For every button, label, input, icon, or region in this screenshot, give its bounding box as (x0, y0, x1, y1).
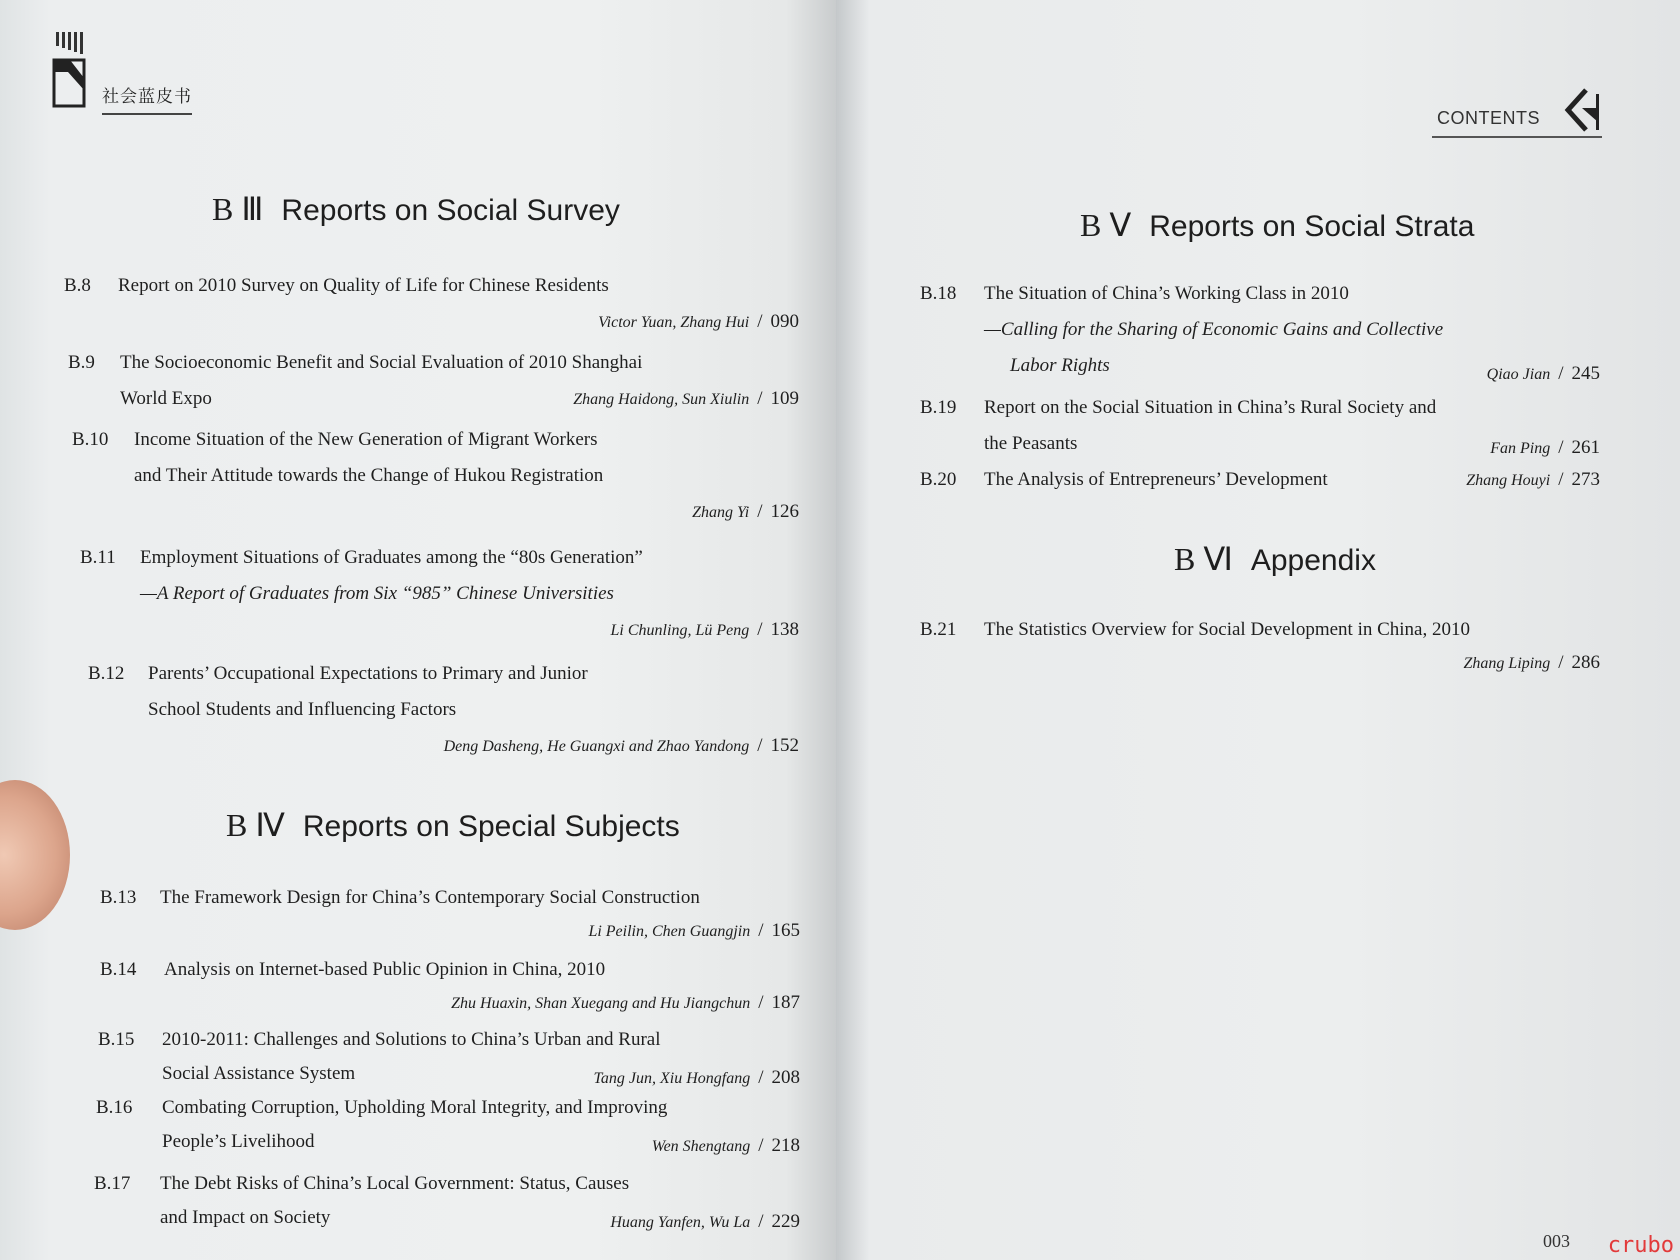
book-logo-icon (52, 30, 92, 112)
entry-page: 286 (1571, 652, 1600, 673)
toc-entry-b17[interactable] (94, 1166, 800, 1234)
series-header (52, 30, 212, 120)
entry-author: Tang Jun, Xiu Hongfang (593, 1070, 751, 1087)
entry-author: Wen Shengtang (651, 1138, 751, 1155)
toc-entry-b15[interactable] (98, 1022, 800, 1090)
entry-author-line: Fan Ping / 261 (1490, 437, 1600, 458)
toc-entry-b21[interactable] (920, 612, 1600, 679)
entry-title: Report on 2010 Survey on Quality of Life for Chinese Residents (118, 275, 609, 296)
section-number: B Ⅲ (212, 191, 264, 227)
entry-page: 245 (1571, 363, 1600, 384)
entry-author-line: Victor Yuan, Zhang Hui / 090 (598, 311, 799, 332)
toc-entry-b10[interactable] (72, 422, 799, 531)
entry-number: B.20 (920, 469, 957, 490)
entry-author-line: Zhang Liping / 286 (1463, 652, 1600, 673)
contents-header (1432, 86, 1602, 138)
entry-page: 152 (770, 735, 799, 756)
toc-entry-b19[interactable] (920, 390, 1600, 462)
entry-title: Income Situation of the New Generation of Migrant Workers (134, 429, 598, 450)
entry-author: Li Peilin, Chen Guangjin (588, 923, 751, 940)
entry-number: B.15 (98, 1029, 135, 1050)
entry-number: B.17 (94, 1173, 131, 1194)
page-number: 003 (1543, 1231, 1570, 1251)
entry-author: Zhang Liping (1463, 655, 1551, 672)
toc-entry-b20[interactable] (920, 462, 1600, 498)
entry-author-line: Qiao Jian / 245 (1486, 363, 1600, 384)
entry-number: B.21 (920, 619, 957, 640)
entry-page: 208 (771, 1067, 800, 1088)
entry-number: B.19 (920, 397, 957, 418)
watermark: crubo (1607, 1233, 1674, 1258)
entry-page: 273 (1571, 469, 1600, 490)
entry-title: Report on the Social Situation in China’s Rural Society and (984, 397, 1437, 418)
entry-author: Victor Yuan, Zhang Hui (598, 314, 750, 331)
entry-number: B.9 (68, 352, 95, 373)
entry-page: 218 (771, 1135, 800, 1156)
entry-author: Zhang Yi (692, 504, 750, 521)
entry-author: Qiao Jian (1486, 366, 1551, 383)
entry-author: Zhang Houyi (1466, 472, 1551, 489)
toc-entry-b14[interactable] (100, 952, 800, 1019)
toc-entry-b12[interactable] (88, 656, 799, 765)
entry-subtitle-cont (920, 348, 1600, 384)
toc-entry-b9[interactable] (68, 345, 799, 417)
entry-title-cont-text: Social Assistance System (162, 1063, 356, 1084)
entry-number: B.8 (64, 275, 91, 296)
entry-page: 165 (771, 920, 800, 941)
entry-number: B.13 (100, 887, 137, 908)
entry-title: The Analysis of Entrepreneurs’ Development (984, 469, 1328, 490)
entry-title-cont-text: World Expo (120, 388, 212, 409)
entry-title: The Framework Design for China’s Contemporary Social Construction (160, 887, 700, 908)
entry-author-line: Li Peilin, Chen Guangjin / 165 (588, 920, 800, 941)
entry-author: Zhu Huaxin, Shan Xuegang and Hu Jiangchun (451, 995, 751, 1012)
entry-author: Li Chunling, Lü Peng (610, 622, 750, 639)
entry-page: 126 (770, 501, 799, 522)
entry-title-cont-text: the Peasants (984, 433, 1078, 454)
entry-number: B.14 (100, 959, 137, 980)
entry-page: 138 (770, 619, 799, 640)
entry-title: Analysis on Internet-based Public Opinion in China, 2010 (164, 959, 606, 980)
entry-title: Combating Corruption, Upholding Moral Integrity, and Improving (162, 1097, 668, 1118)
section-title: Reports on Special Subjects (302, 810, 680, 843)
entry-title: The Debt Risks of China’s Local Government: Status, Causes (160, 1173, 630, 1194)
section-title: Reports on Social Strata (1149, 210, 1475, 243)
entry-title-cont-text: and Impact on Society (160, 1207, 331, 1228)
entry-title-cont-text: People’s Livelihood (162, 1131, 315, 1152)
entry-title: The Socioeconomic Benefit and Social Evaluation of 2010 Shanghai (120, 352, 643, 373)
entry-author: Zhang Haidong, Sun Xiulin (573, 391, 750, 408)
entry-title: The Statistics Overview for Social Development in China, 2010 (984, 619, 1470, 640)
entry-author-line: Tang Jun, Xiu Hongfang / 208 (593, 1067, 800, 1088)
left-page (0, 0, 836, 1260)
entry-title: Employment Situations of Graduates among the “80s Generation” (140, 547, 643, 568)
section-number: B Ⅵ (1174, 541, 1233, 577)
entry-number: B.18 (920, 283, 957, 304)
entry-page: 229 (771, 1211, 800, 1232)
entry-title-row (920, 462, 1600, 498)
entry-author: Huang Yanfen, Wu La (610, 1214, 751, 1231)
entry-number: B.16 (96, 1097, 133, 1118)
section-heading-6 (1174, 540, 1376, 578)
right-page (836, 0, 1680, 1260)
section-title: Reports on Social Survey (281, 194, 620, 227)
entry-subtitle: —A Report of Graduates from Six “985” Chinese Universities (140, 583, 614, 604)
entry-title-cont (94, 1202, 800, 1234)
section-number: B Ⅳ (226, 807, 285, 843)
section-number: B Ⅴ (1080, 207, 1132, 243)
toc-entry-b16[interactable] (96, 1090, 800, 1158)
entry-page: 187 (771, 992, 800, 1013)
toc-entry-b11[interactable] (80, 540, 799, 649)
toc-entry-b8[interactable] (64, 268, 799, 341)
thumb-photo (0, 780, 70, 930)
entry-author-line: Li Chunling, Lü Peng / 138 (610, 619, 799, 640)
toc-entry-b13[interactable] (100, 880, 800, 947)
entry-author-line: Zhang Houyi / 273 (1466, 469, 1600, 490)
section-heading-4 (226, 806, 680, 844)
entry-author-line: Zhang Yi / 126 (692, 501, 799, 522)
entry-page: 090 (770, 311, 799, 332)
entry-title: 2010-2011: Challenges and Solutions to China’s Urban and Rural (162, 1029, 661, 1050)
entry-title-cont (68, 381, 799, 417)
contents-label: CONTENTS (1437, 108, 1540, 128)
entry-title-cont (98, 1058, 800, 1090)
entry-author-line: Zhu Huaxin, Shan Xuegang and Hu Jiangchun / 187 (451, 992, 800, 1013)
entry-author-line: Huang Yanfen, Wu La / 229 (610, 1211, 800, 1232)
entry-author-line: Zhang Haidong, Sun Xiulin / 109 (573, 388, 799, 409)
section-title: Appendix (1250, 544, 1376, 577)
entry-number: B.10 (72, 429, 109, 450)
entry-author: Deng Dasheng, He Guangxi and Zhao Yandong (443, 738, 750, 755)
entry-author: Fan Ping (1490, 440, 1551, 457)
entry-title-cont (920, 426, 1600, 462)
contents-rule (1432, 136, 1602, 138)
entry-title: Parents’ Occupational Expectations to Primary and Junior (148, 663, 588, 684)
entry-title-cont (96, 1126, 800, 1158)
entry-page: 109 (770, 388, 799, 409)
entry-number: B.11 (80, 547, 116, 568)
entry-page: 261 (1571, 437, 1600, 458)
entry-number: B.12 (88, 663, 125, 684)
entry-title-cont: School Students and Influencing Factors (148, 699, 457, 720)
series-title: 社会蓝皮书 (102, 82, 192, 115)
entry-subtitle-cont-text: Labor Rights (1010, 355, 1110, 376)
entry-title-cont: and Their Attitude towards the Change of Hukou Registration (134, 465, 604, 486)
entry-subtitle: —Calling for the Sharing of Economic Gains and Collective (984, 319, 1444, 340)
section-heading-5 (1080, 206, 1474, 244)
toc-entry-b18[interactable] (920, 276, 1600, 384)
entry-title: The Situation of China’s Working Class in 2010 (984, 283, 1349, 304)
entry-author-line: Deng Dasheng, He Guangxi and Zhao Yandong / 152 (443, 735, 799, 756)
entry-author-line: Wen Shengtang / 218 (651, 1135, 800, 1156)
contents-arrow-icon (1556, 86, 1602, 132)
section-heading-3 (212, 190, 620, 228)
